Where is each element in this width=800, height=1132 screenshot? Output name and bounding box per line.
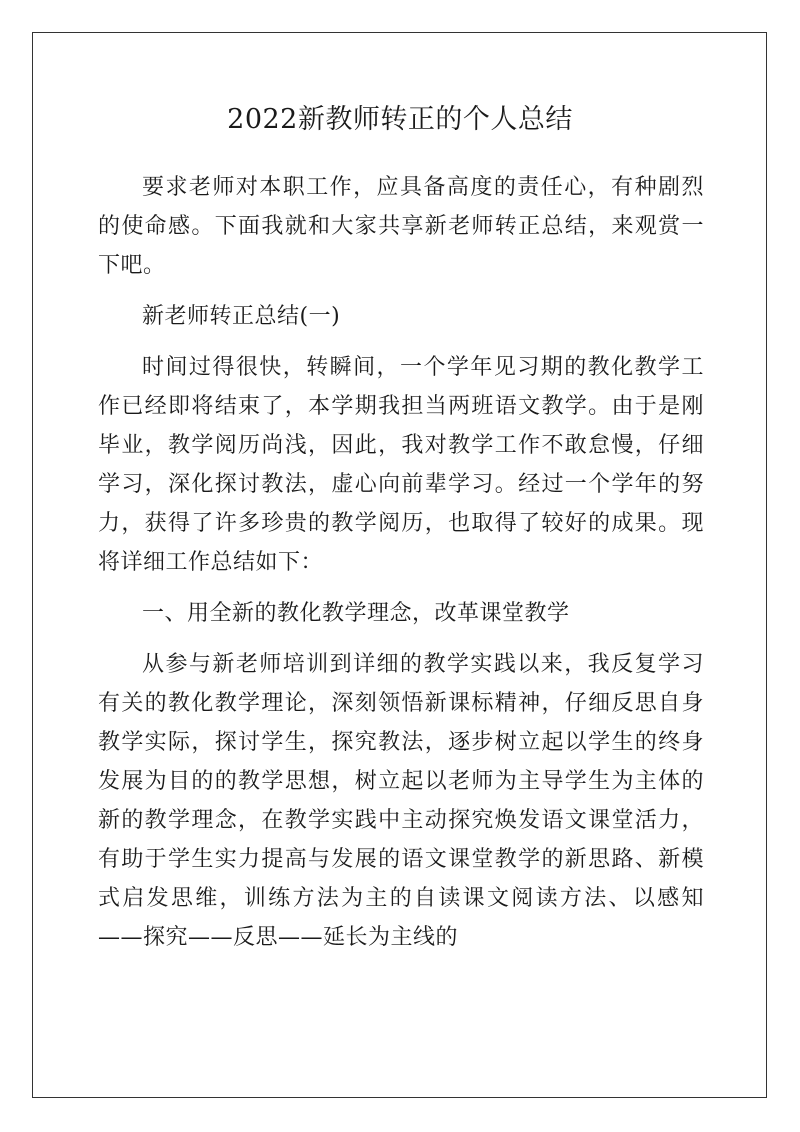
- body-paragraph-overview: 时间过得很快，转瞬间，一个学年见习期的教化教学工作已经即将结束了，本学期我担当两班语文教学。由于是刚毕业，教学阅历尚浅，因此，我对教学工作不敢怠慢，仔细学习，深化探讨教法，虚心向前辈学习。经过一个学年的努力，获得了许多珍贵的教学阅历，也取得了较好的成果。现将详细工作总结如下：: [98, 355, 704, 575]
- intro-paragraph: 要求老师对本职工作，应具备高度的责任心，有种剧烈的使命感。下面我就和大家共享新老师转正总结，来观赏一下吧。: [98, 175, 704, 278]
- document-title: 2022新教师转正的个人总结: [227, 104, 573, 135]
- document-body: [98, 168, 704, 969]
- subsection-heading-one: 一、用全新的教化教学理念，改革课堂教学: [142, 601, 570, 626]
- body-paragraph-teaching-reform: 从参与新老师培训到详细的教学实践以来，我反复学习有关的教化教学理论，深刻领悟新课标精神，仔细反思自身教学实际，探讨学生，探究教法，逐步树立起以学生的终身发展为目的的教学思想，树立起以老师为主导学生为主体的新的教学理念，在教学实践中主动探究焕发语文课堂活力，有助于学生实力提高与发展的语文课堂教学的新思路、新模式启发思维，训练方法为主的自读课文阅读方法、以感知——探究——反思——延长为主线的: [98, 652, 704, 950]
- section-heading-summary-one: 新老师转正总结(一): [142, 304, 341, 329]
